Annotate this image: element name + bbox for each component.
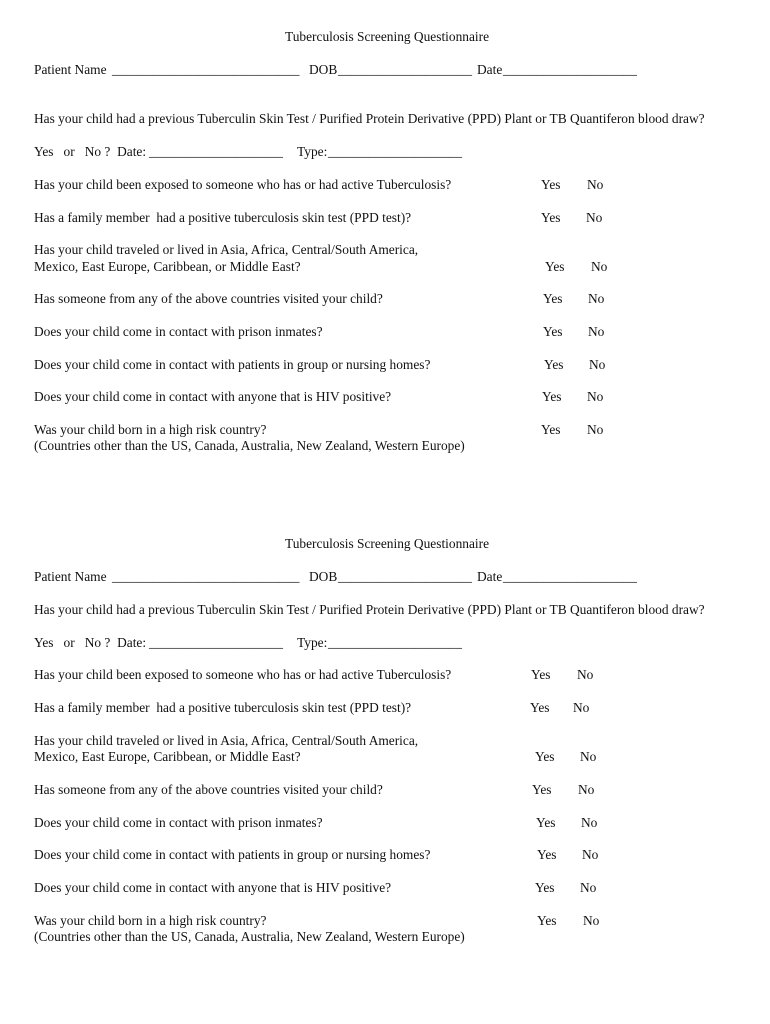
question-prison: Does your child come in contact with prison inmates? bbox=[34, 815, 323, 830]
question-prison: Does your child come in contact with prison inmates? bbox=[34, 324, 323, 339]
yes-option[interactable]: Yes bbox=[536, 815, 556, 830]
date-label: Date bbox=[477, 62, 503, 77]
patient-name-field[interactable]: ____________________________ bbox=[112, 62, 300, 77]
question-nursing-homes: Does your child come in contact with patients in group or nursing homes? bbox=[34, 357, 431, 372]
form-title: Tuberculosis Screening Questionnaire bbox=[285, 29, 490, 44]
yes-option[interactable]: Yes bbox=[541, 210, 561, 225]
dob-label: DOB bbox=[309, 569, 338, 584]
no-option[interactable]: No bbox=[582, 847, 599, 862]
prior-test-date-field[interactable]: ____________________ bbox=[149, 144, 283, 159]
dob-field[interactable]: ____________________ bbox=[338, 62, 472, 77]
question-high-risk-country: Was your child born in a high risk country? bbox=[34, 422, 267, 437]
no-option[interactable]: No bbox=[573, 700, 590, 715]
question-traveled: Has your child traveled or lived in Asia, Africa, Central/South America, bbox=[34, 242, 419, 257]
question-hiv: Does your child come in contact with anyone that is HIV positive? bbox=[34, 880, 392, 895]
yes-option[interactable]: Yes bbox=[530, 700, 550, 715]
type-field[interactable]: ____________________ bbox=[328, 635, 462, 650]
dob-field[interactable]: ____________________ bbox=[338, 569, 472, 584]
question-traveled-cont: Mexico, East Europe, Caribbean, or Middle East? bbox=[34, 259, 301, 274]
no-option[interactable]: No bbox=[578, 782, 595, 797]
no-option[interactable]: No bbox=[586, 210, 603, 225]
no-option[interactable]: No bbox=[583, 913, 600, 928]
question-exposed: Has your child been exposed to someone who has or had active Tuberculosis? bbox=[34, 177, 452, 192]
patient-name-label: Patient Name bbox=[34, 62, 107, 77]
yes-option[interactable]: Yes bbox=[535, 880, 555, 895]
yes-option[interactable]: Yes bbox=[532, 782, 552, 797]
no-option[interactable]: No bbox=[587, 389, 604, 404]
yes-option[interactable]: Yes bbox=[541, 177, 561, 192]
question-visitors: Has someone from any of the above countries visited your child? bbox=[34, 782, 383, 797]
no-option[interactable]: No bbox=[577, 667, 594, 682]
question-traveled: Has your child traveled or lived in Asia, Africa, Central/South America, bbox=[34, 733, 419, 748]
yes-option[interactable]: Yes bbox=[541, 422, 561, 437]
question-family-ppd: Has a family member had a positive tuberculosis skin test (PPD test)? bbox=[34, 700, 412, 715]
no-option[interactable]: No bbox=[588, 324, 605, 339]
patient-name-field[interactable]: ____________________________ bbox=[112, 569, 300, 584]
question-nursing-homes: Does your child come in contact with patients in group or nursing homes? bbox=[34, 847, 431, 862]
no-option[interactable]: No bbox=[580, 749, 597, 764]
date-label: Date bbox=[477, 569, 503, 584]
yes-option[interactable]: Yes bbox=[544, 357, 564, 372]
question-traveled-cont: Mexico, East Europe, Caribbean, or Middle East? bbox=[34, 749, 301, 764]
no-option[interactable]: No bbox=[587, 177, 604, 192]
no-option[interactable]: No bbox=[591, 259, 608, 274]
question-visitors: Has someone from any of the above countries visited your child? bbox=[34, 291, 383, 306]
question-high-risk-country: Was your child born in a high risk country? bbox=[34, 913, 267, 928]
yes-option[interactable]: Yes bbox=[542, 389, 562, 404]
no-option[interactable]: No bbox=[588, 291, 605, 306]
prior-test-answer[interactable]: Yes or No ? Date: bbox=[34, 635, 147, 650]
question-hiv: Does your child come in contact with anyone that is HIV positive? bbox=[34, 389, 392, 404]
dob-label: DOB bbox=[309, 62, 338, 77]
prior-test-answer[interactable]: Yes or No ? Date: bbox=[34, 144, 147, 159]
yes-option[interactable]: Yes bbox=[531, 667, 551, 682]
no-option[interactable]: No bbox=[587, 422, 604, 437]
patient-name-label: Patient Name bbox=[34, 569, 107, 584]
question-high-risk-note: (Countries other than the US, Canada, Australia, New Zealand, Western Europe) bbox=[34, 438, 465, 453]
no-option[interactable]: No bbox=[580, 880, 597, 895]
question-exposed: Has your child been exposed to someone who has or had active Tuberculosis? bbox=[34, 667, 452, 682]
prior-test-date-field[interactable]: ____________________ bbox=[149, 635, 283, 650]
form-title: Tuberculosis Screening Questionnaire bbox=[285, 536, 490, 551]
yes-option[interactable]: Yes bbox=[537, 913, 557, 928]
type-label: Type: bbox=[297, 635, 328, 650]
no-option[interactable]: No bbox=[589, 357, 606, 372]
date-field[interactable]: ____________________ bbox=[503, 62, 637, 77]
yes-option[interactable]: Yes bbox=[543, 291, 563, 306]
question-high-risk-note: (Countries other than the US, Canada, Australia, New Zealand, Western Europe) bbox=[34, 929, 465, 944]
yes-option[interactable]: Yes bbox=[543, 324, 563, 339]
yes-option[interactable]: Yes bbox=[537, 847, 557, 862]
question-family-ppd: Has a family member had a positive tuberculosis skin test (PPD test)? bbox=[34, 210, 412, 225]
prior-test-question: Has your child had a previous Tuberculin Skin Test / Purified Protein Derivative (PPD) Plant or TB Quantiferon blood draw? bbox=[34, 111, 705, 126]
type-label: Type: bbox=[297, 144, 328, 159]
yes-option[interactable]: Yes bbox=[545, 259, 565, 274]
yes-option[interactable]: Yes bbox=[535, 749, 555, 764]
no-option[interactable]: No bbox=[581, 815, 598, 830]
type-field[interactable]: ____________________ bbox=[328, 144, 462, 159]
prior-test-question: Has your child had a previous Tuberculin Skin Test / Purified Protein Derivative (PPD) Plant or TB Quantiferon blood draw? bbox=[34, 602, 705, 617]
date-field[interactable]: ____________________ bbox=[503, 569, 637, 584]
